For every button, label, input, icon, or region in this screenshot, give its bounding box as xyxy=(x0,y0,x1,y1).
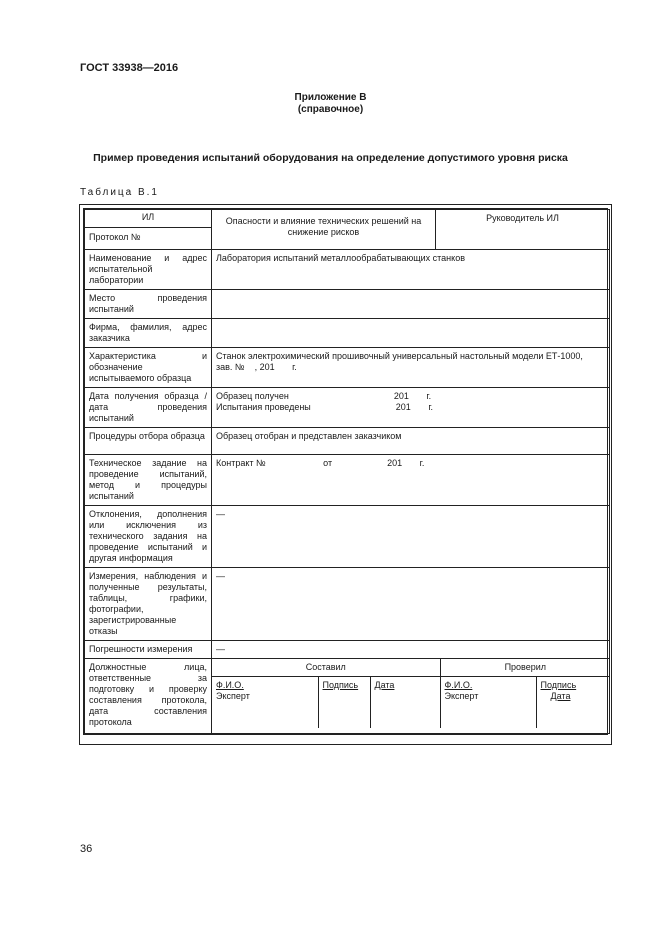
row-label: Погрешности измерения xyxy=(85,641,212,659)
table-row xyxy=(85,506,610,568)
page-title: Пример проведения испытаний оборудования на определение допустимого уровня риска xyxy=(93,152,568,164)
row-value xyxy=(212,388,610,428)
row-value-line: — xyxy=(216,509,225,519)
checked-expert: Эксперт xyxy=(444,691,479,701)
compiled-fio-cell xyxy=(212,677,318,729)
row-value-line: Станок электрохимический прошивочный универсальный настольный модели ЕТ-1000, xyxy=(216,351,583,361)
table-header-row xyxy=(85,210,610,250)
checked-by-header: Проверил xyxy=(440,659,610,677)
row-label: Фирма, фамилия, адрес заказчика xyxy=(85,319,212,348)
row-value xyxy=(212,290,610,319)
signatures-row xyxy=(85,659,610,734)
row-value-line: Контракт № от 201 г. xyxy=(216,458,425,468)
test-report-table xyxy=(83,208,608,735)
row-value-line: Образец получен 201 г. xyxy=(216,391,432,401)
compiled-fio-label: Ф.И.О. xyxy=(216,680,244,690)
row-value-line: зав. № , 201 г. xyxy=(216,362,297,372)
row-label: Процедуры отбора образца xyxy=(85,428,212,455)
row-label: Наименование и адрес испытательной лаборатории xyxy=(85,250,212,290)
row-value-line: — xyxy=(216,644,225,654)
compiled-date-label: Дата xyxy=(374,680,395,690)
compiled-date-cell xyxy=(370,677,440,729)
row-value-line: Испытания проведены 201 г. xyxy=(216,402,433,412)
table-row xyxy=(85,568,610,641)
checked-fio-cell xyxy=(440,677,536,729)
table-row xyxy=(85,290,610,319)
header-lab-head: Руководитель ИЛ xyxy=(436,210,610,250)
row-label: Отклонения, дополнения или исключения из технического задания на проведение испытаний и другая информация xyxy=(85,506,212,568)
row-value-line: Лаборатория испытаний металлообрабатывающих станков xyxy=(216,253,465,263)
table-row xyxy=(85,348,610,388)
signatures-label: Должностные лица, ответственные за подготовку и проверку составления протокола, дата составления протокола xyxy=(85,659,212,734)
compiled-expert: Эксперт xyxy=(216,691,250,701)
table-row xyxy=(85,455,610,506)
table-row xyxy=(85,319,610,348)
row-label: Техническое задание на проведение испытаний, метод и процедуры испытаний xyxy=(85,455,212,506)
document-code: ГОСТ 33938—2016 xyxy=(80,62,179,74)
signatures-cell xyxy=(212,659,610,734)
row-value xyxy=(212,568,610,641)
table-row xyxy=(85,641,610,659)
page-number: 36 xyxy=(80,843,93,855)
appendix-title: Приложение В xyxy=(294,92,367,103)
compiled-by-header: Составил xyxy=(212,659,440,677)
row-value xyxy=(212,506,610,568)
appendix-note: (справочное) xyxy=(297,104,364,115)
row-value xyxy=(212,428,610,455)
row-label: Измерения, наблюдения и полученные результаты, таблицы, графики, фотографии, зарегистрированные отказы xyxy=(85,568,212,641)
checked-signature-label: Подпись xyxy=(540,680,577,690)
row-value xyxy=(212,348,610,388)
table-row xyxy=(85,388,610,428)
row-label: Характеристика и обозначение испытываемого образца xyxy=(85,348,212,388)
row-label: Место проведения испытаний xyxy=(85,290,212,319)
row-value xyxy=(212,250,610,290)
row-value xyxy=(212,319,610,348)
checked-date-label: Дата xyxy=(550,691,571,701)
row-value-line: Образец отобран и представлен заказчиком xyxy=(216,431,402,441)
signatures-subtable xyxy=(212,659,610,728)
checked-sign-date-cell xyxy=(536,677,610,729)
table-caption: Таблица В.1 xyxy=(80,187,159,198)
header-il: ИЛ xyxy=(85,210,211,228)
table-row xyxy=(85,250,610,290)
row-value xyxy=(212,641,610,659)
row-label: Дата получения образца / дата проведения испытаний xyxy=(85,388,212,428)
compiled-signature-label: Подпись xyxy=(322,680,359,690)
row-value xyxy=(212,455,610,506)
row-value-line: — xyxy=(216,571,225,581)
compiled-signature-cell xyxy=(318,677,370,729)
header-protocol: Протокол № xyxy=(89,232,141,242)
table-row xyxy=(85,428,610,455)
header-il-cell xyxy=(85,210,212,250)
header-hazards: Опасности и влияние технических решений на снижение рисков xyxy=(212,210,436,250)
checked-fio-label: Ф.И.О. xyxy=(444,680,473,690)
